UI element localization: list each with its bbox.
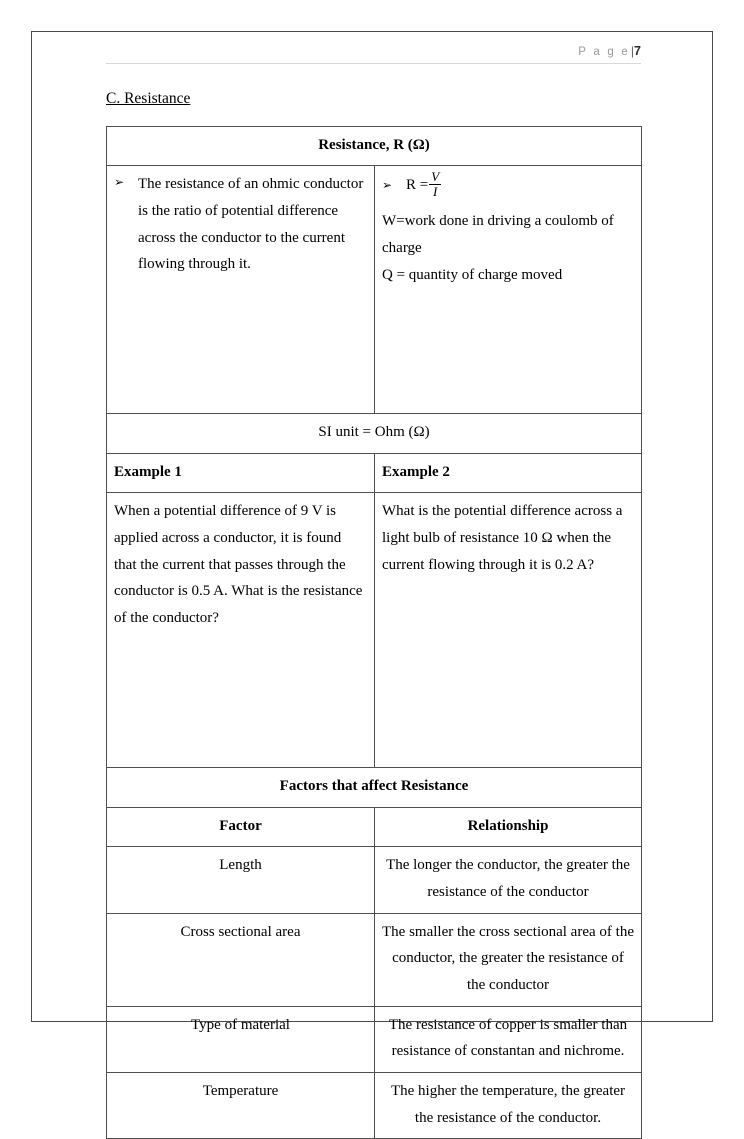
arrow-bullet-icon: ➢ [114, 175, 125, 190]
definition-cell [107, 166, 375, 414]
factor-relationship-temperature: The higher the temperature, the greater the resistance of the conductor. [375, 1073, 642, 1139]
work-definition-text: W=work done in driving a coulomb of charge [382, 213, 614, 257]
table-row-definition [107, 166, 642, 414]
running-header [106, 42, 641, 64]
table-row [107, 847, 642, 913]
table-row-factors-title [107, 767, 642, 807]
formula-label: R = [406, 177, 429, 194]
table-row-example-labels [107, 453, 642, 493]
page-content [106, 42, 641, 1139]
formula-cell [375, 166, 642, 414]
resistance-table [106, 126, 642, 768]
factors-title-cell: Factors that affect Resistance [107, 767, 642, 807]
factors-table [106, 767, 642, 1139]
example1-label-cell: Example 1 [107, 453, 375, 493]
table-row [107, 1006, 642, 1072]
factor-name-material: Type of material [107, 1006, 375, 1072]
factor-name-area: Cross sectional area [107, 913, 375, 1006]
charge-definition-text: Q = quantity of charge moved [382, 266, 563, 283]
factor-relationship-material: The resistance of copper is smaller than resistance of constantan and nichrome. [375, 1006, 642, 1072]
table-row-si-unit [107, 414, 642, 454]
table-row-title [107, 126, 642, 166]
resistance-title-cell: Resistance, R (Ω) [107, 126, 642, 166]
factor-name-length: Length [107, 847, 375, 913]
si-unit-cell: SI unit = Ohm (Ω) [107, 414, 642, 454]
header-separator: | [630, 44, 635, 58]
arrow-bullet-icon-formula: ➢ [382, 178, 393, 193]
factor-relationship-length: The longer the conductor, the greater the resistance of the conductor [375, 847, 642, 913]
fraction-denominator: I [429, 184, 441, 199]
table-row [107, 913, 642, 1006]
formula-fraction [429, 170, 441, 199]
factor-relationship-area: The smaller the cross sectional area of the conductor, the greater the resistance of the conductor [375, 913, 642, 1006]
table-row [107, 1073, 642, 1139]
table-row-example-bodies [107, 493, 642, 767]
factor-name-temperature: Temperature [107, 1073, 375, 1139]
example1-body-cell [107, 493, 375, 767]
relationship-column-header: Relationship [375, 807, 642, 847]
table-row-factors-header [107, 807, 642, 847]
example2-body-cell [375, 493, 642, 767]
example1-text: When a potential difference of 9 V is applied across a conductor, it is found that the current that passes through the conductor is 0.5 A. What is the resistance of the conductor? [114, 503, 363, 627]
section-heading: C. Resistance [106, 90, 191, 107]
page-border [31, 31, 713, 1126]
page-word-label: P a g e [578, 46, 630, 58]
page-number: 7 [634, 44, 641, 58]
fraction-numerator: V [431, 169, 440, 185]
factor-column-header: Factor [107, 807, 375, 847]
definition-text: The resistance of an ohmic conductor is the ratio of potential difference across the conductor to the current flowing through it. [138, 176, 364, 273]
example2-text: What is the potential difference across a light bulb of resistance 10 Ω when the current flowing through it is 0.2 A? [382, 503, 623, 573]
example2-label-cell: Example 2 [375, 453, 642, 493]
